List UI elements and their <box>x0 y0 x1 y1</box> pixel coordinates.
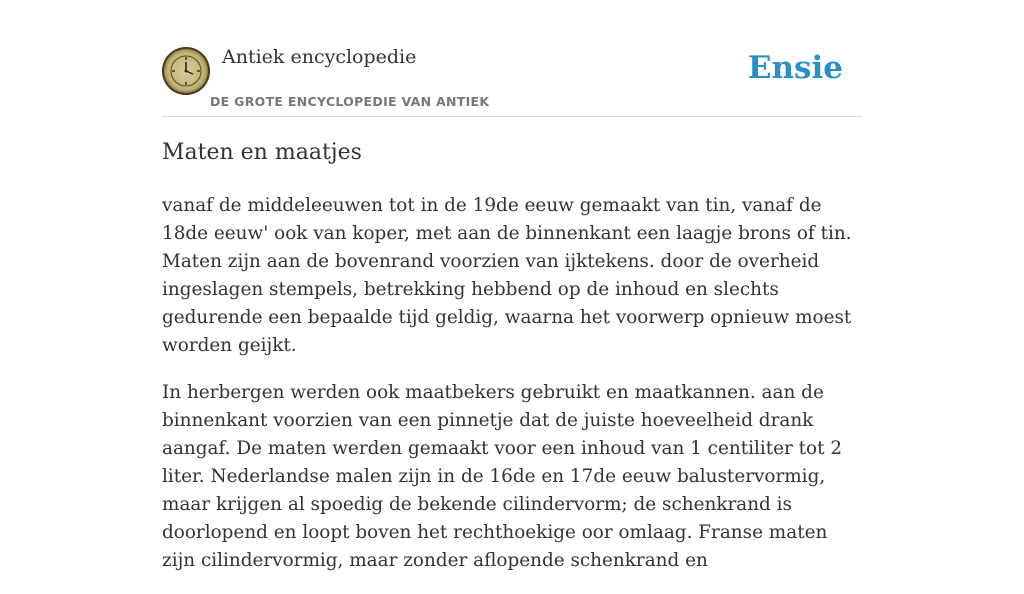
site-subtitle: DE GROTE ENCYCLOPEDIE VAN ANTIEK <box>210 94 490 109</box>
article-paragraph: In herbergen werden ook maatbekers gebruikt en maatkannen. aan de binnenkant voorzien van een pinnetje dat de juiste hoeveelheid drank aangaf. De maten werden gemaakt voor een inhoud van 1 centiliter tot 2 liter. Nederlandse malen zijn in de 16de en 17de eeuw balustervormig, maar krijgen al spoedig de bekende cilindervorm; de schenkrand is doorlopend en loopt boven het rechthoekige oor omlaag. Franse maten zijn cilindervormig, maar zonder aflopende schenkrand en <box>162 382 843 571</box>
article-body <box>162 192 862 594</box>
site-title[interactable]: Antiek encyclopedie <box>222 46 417 68</box>
article-paragraph: vanaf de middeleeuwen tot in de 19de eeuw gemaakt van tin, vanaf de 18de eeuw' ook van koper, met aan de binnenkant een laagje brons of tin. Maten zijn aan de bovenrand voorzien van ijktekens. door de overheid ingeslagen stempels, betrekking hebbend op de inhoud en slechts gedurende een bepaalde tijd geldig, waarna het voorwerp opnieuw moest worden geijkt. <box>162 195 852 356</box>
page-title: Maten en maatjes <box>162 140 362 165</box>
site-header <box>162 40 862 117</box>
brand-logo[interactable]: Ensie <box>747 50 843 86</box>
antique-clock-icon[interactable] <box>162 47 210 95</box>
